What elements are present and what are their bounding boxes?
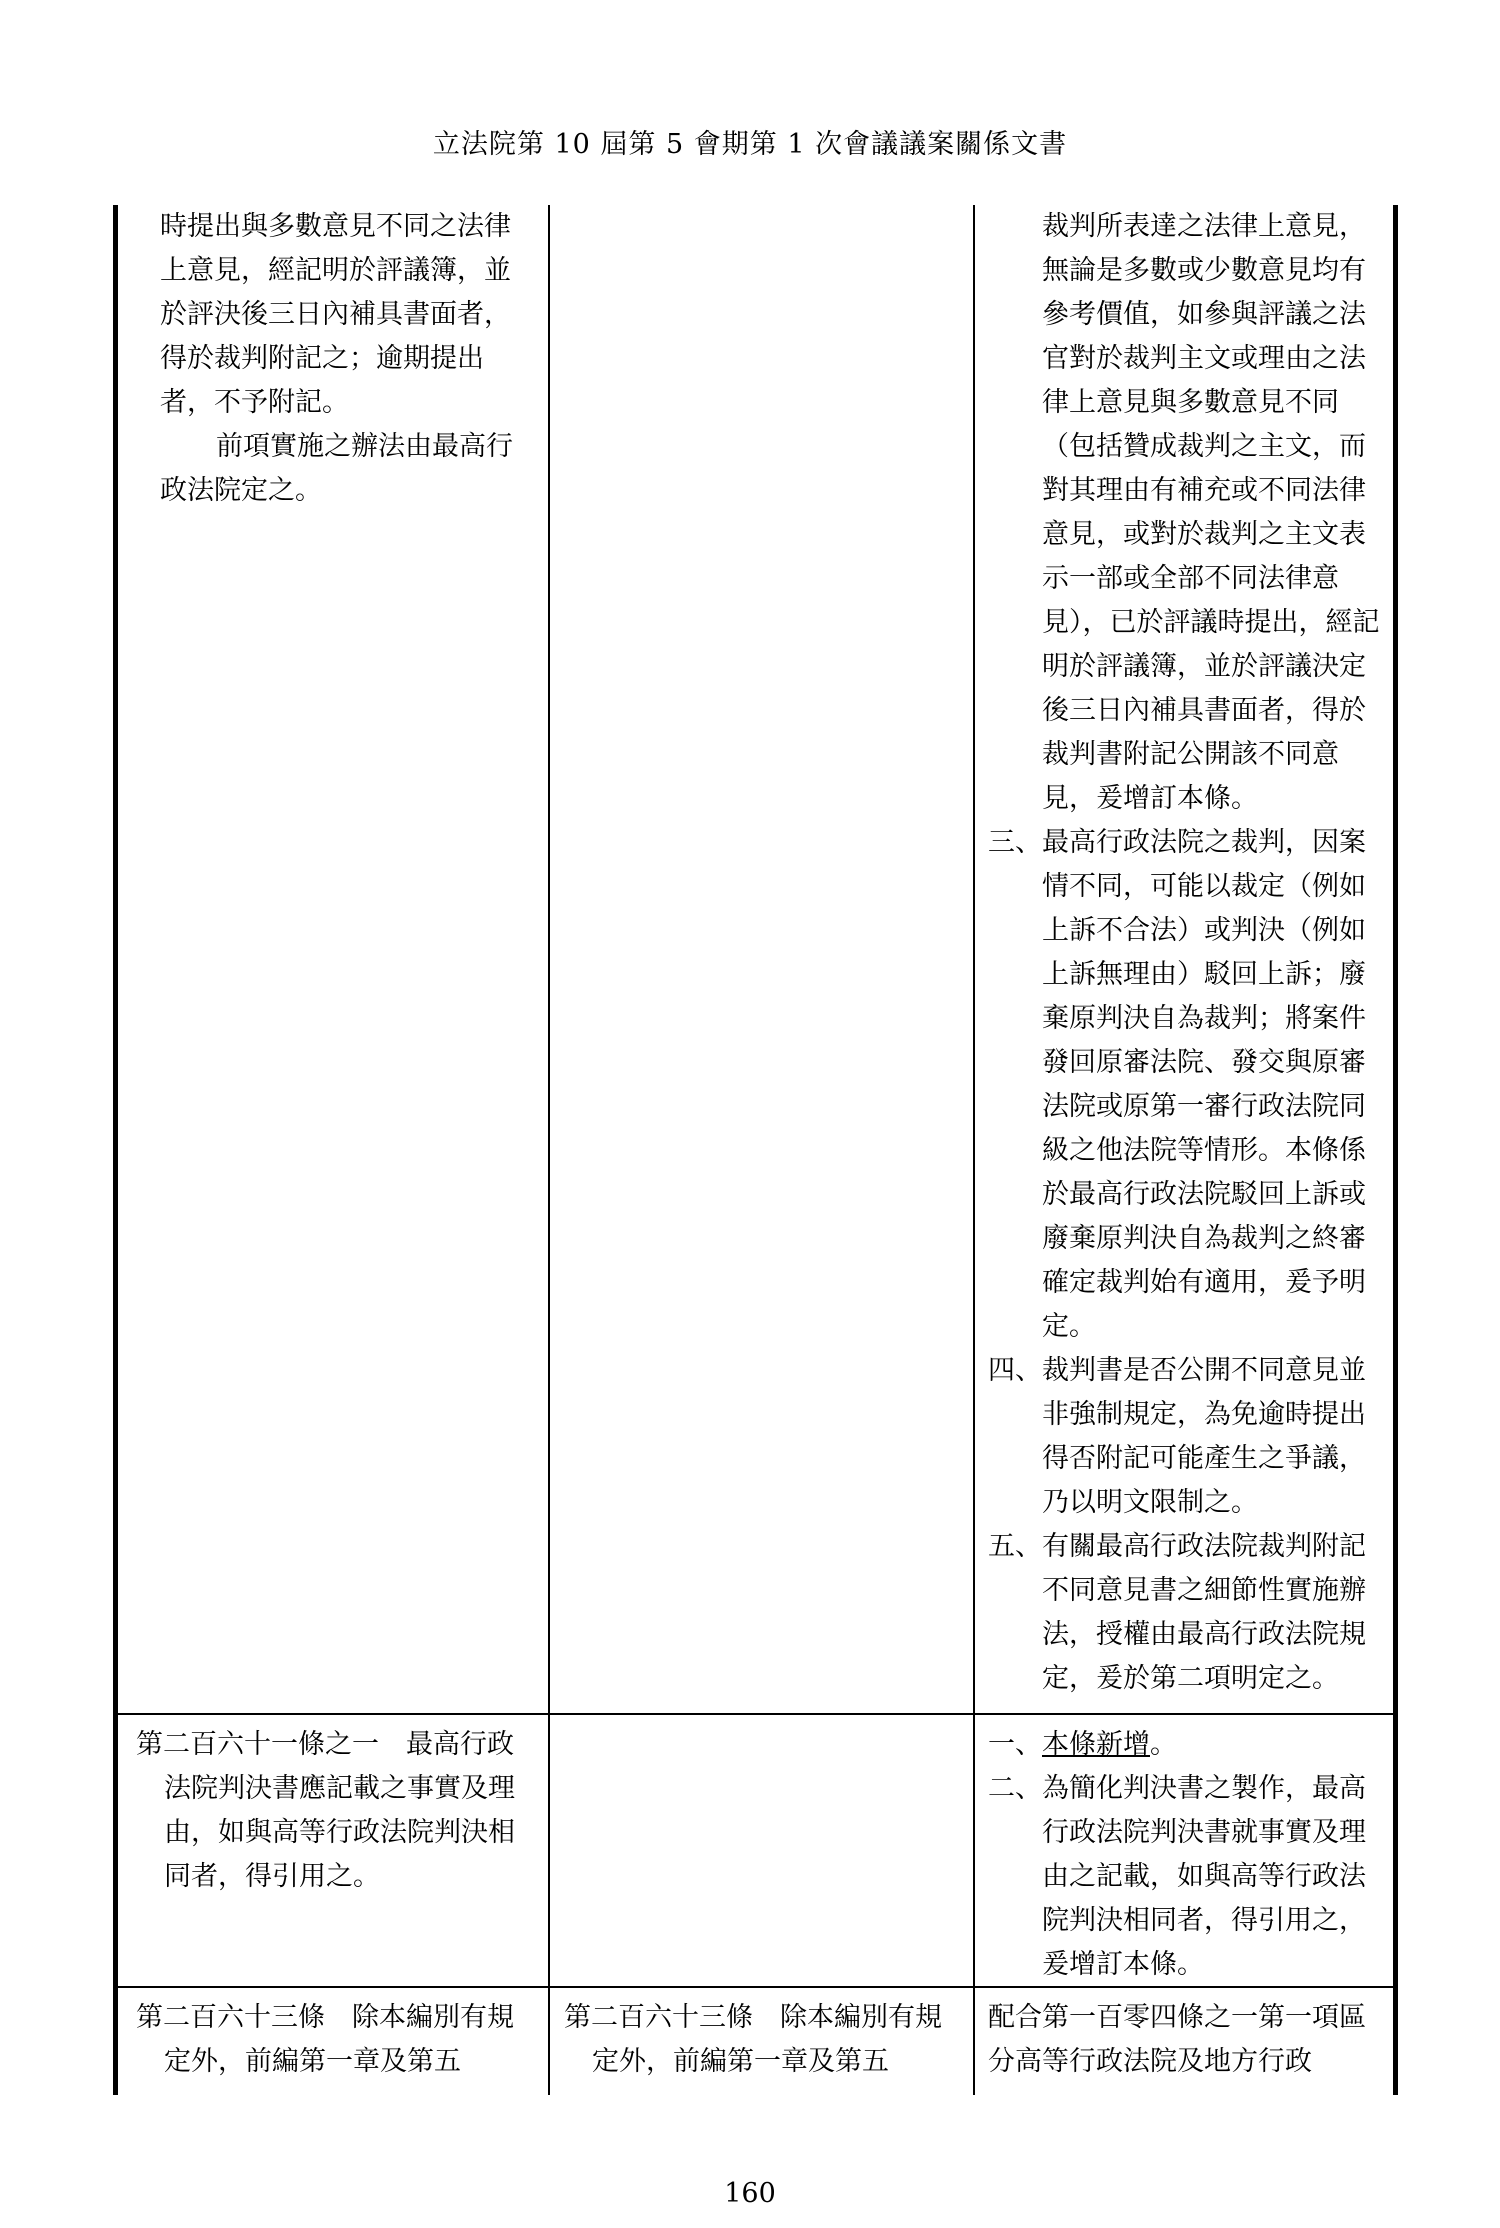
column-divider-1 [548, 205, 550, 2095]
comparison-table [113, 205, 1398, 2095]
row3-current-text [564, 1996, 957, 2084]
row2-article-261-1: 第二百六十一條之一 最高行政法院判決書應記載之事實及理由，如與高等行政法院判決相同者，得引用之。 [136, 1729, 515, 1892]
row1-explanation-item-5: 五、有關最高行政法院裁判附記不同意見書之細節性實施辦法，授權由最高行政法院規定，爰於第二項明定之。 [988, 1531, 1366, 1694]
row2-explanation-item-2: 二、為簡化判決書之製作，最高行政法院判決書就事實及理由之記載，如與高等行政法院判決相同者，得引用之，爰增訂本條。 [988, 1773, 1366, 1980]
row1-amended-text [160, 205, 530, 513]
page-number: 160 [724, 2178, 776, 2209]
row1-amended-paragraph-1: 時提出與多數意見不同之法律上意見，經記明於評議簿，並於評決後三日內補具書面者，得於裁判附記之；逾期提出者，不予附記。 [160, 211, 511, 418]
row2-amended-text [136, 1723, 532, 1899]
row-divider-1 [118, 1713, 1393, 1715]
item-1-underlined-text: 本條新增 [1042, 1729, 1150, 1760]
row2-explanation-item-1 [988, 1723, 1388, 1767]
item-1-suffix: 。 [1150, 1729, 1177, 1760]
row1-amended-paragraph-2: 前項實施之辦法由最高行政法院定之。 [160, 431, 513, 506]
row1-explanation [988, 205, 1388, 1701]
row2-explanation [988, 1723, 1388, 1987]
row3-explanation-text: 配合第一百零四條之一第一項區分高等行政法院及地方行政 [988, 2002, 1366, 2077]
item-1-number: 一、 [988, 1729, 1042, 1760]
document-header: 立法院第 10 屆第 5 會期第 1 次會議議案關係文書 [432, 129, 1068, 160]
row1-explanation-item-2-cont: 裁判所表達之法律上意見，無論是多數或少數意見均有參考價值，如參與評議之法官對於裁判主文或理由之法律上意見與多數意見不同（包括贊成裁判之主文，而對其理由有補充或不同法律意見，或對於裁判之主文表示一部或全部不同法律意見），已於評議時提出，經記明於評議簿，並於評議決定後三日內補具書面者，得於裁判書附記公開該不同意見，爰增訂本條。 [1042, 211, 1380, 814]
row3-explanation [988, 1996, 1388, 2084]
row3-article-263-current: 第二百六十三條 除本編別有規定外，前編第一章及第五 [564, 2002, 942, 2077]
row1-explanation-item-4: 四、裁判書是否公開不同意見並非強制規定，為免逾時提出得否附記可能產生之爭議，乃以明文限制之。 [988, 1355, 1366, 1518]
column-divider-2 [973, 205, 975, 2095]
row3-article-263-amended: 第二百六十三條 除本編別有規定外，前編第一章及第五 [136, 2002, 514, 2077]
row1-explanation-item-3: 三、最高行政法院之裁判，因案情不同，可能以裁定（例如上訴不合法）或判決（例如上訴無理由）駁回上訴；廢棄原判決自為裁判；將案件發回原審法院、發交與原審法院或原第一審行政法院同級之他法院等情形。本條係於最高行政法院駁回上訴或廢棄原判決自為裁判之終審確定裁判始有適用，爰予明定。 [988, 827, 1366, 1342]
row3-amended-text [136, 1996, 532, 2084]
